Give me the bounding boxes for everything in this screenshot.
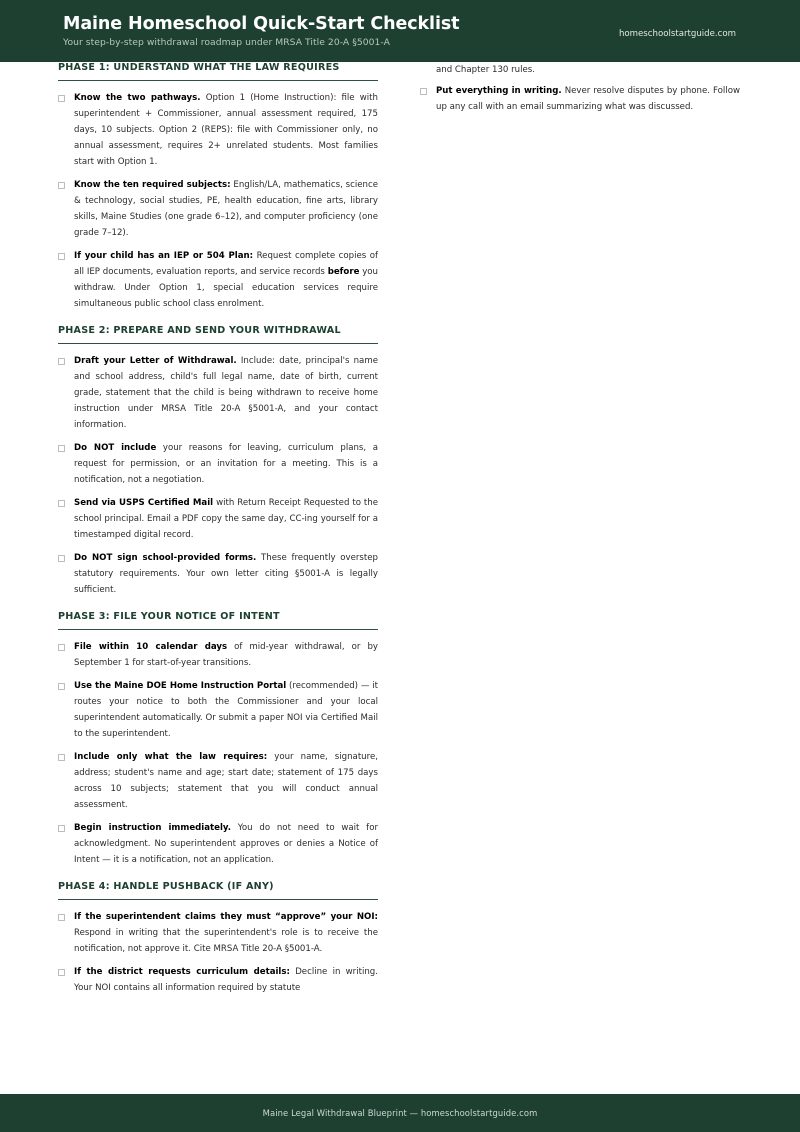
page-header [0, 0, 800, 62]
continued-text: and Chapter 130 rules. [436, 65, 535, 75]
item-lead: Do NOT include [74, 443, 157, 453]
checkbox-icon[interactable] [58, 969, 65, 976]
phase-heading-3: PHASE 3: FILE YOUR NOTICE OF INTENT [58, 611, 280, 622]
item-lead: Use the Maine DOE Home Instruction Portal [74, 681, 287, 691]
phase-rule-3 [58, 629, 378, 630]
item-body: with Return Receipt Requested to the school principal. Email a PDF copy the same day, CC-ing yourself for a timestamped digital record. [74, 498, 379, 540]
phase-heading-4: PHASE 4: HANDLE PUSHBACK (IF ANY) [58, 881, 274, 892]
item-lead: Draft your Letter of Withdrawal. [74, 356, 237, 366]
item-body: of mid-year withdrawal, or by September 1 for start-of-year transitions. [74, 642, 378, 668]
item-lead: File within 10 calendar days [74, 642, 228, 652]
checkbox-icon[interactable] [58, 754, 65, 761]
phase-rule-1 [58, 80, 378, 81]
checkbox-icon[interactable] [58, 358, 65, 365]
item-body: These frequently overstep statutory requirements. Your own letter citing §5001-A is legally sufficient. [74, 553, 379, 595]
header-site-url: homeschoolstartguide.com [618, 29, 736, 39]
checkbox-icon[interactable] [420, 88, 427, 95]
item-lead: If your child has an IEP or 504 Plan: [74, 251, 254, 261]
item-lead: Know the two pathways. [74, 93, 201, 103]
item-body: your name, signature, address; student's name and age; start date; statement of 175 days across 10 subjects; statement that you will conduct annual assessment. [74, 752, 378, 810]
phase-block-2 [58, 325, 378, 598]
item-body: Option 1 (Home Instruction): file with superintendent + Commissioner, annual assessment required, 175 days, 10 subjects. Option 2 (REPS): file with Commissioner only, no annual assessment, requires 2+ unrelated students. Most families start with Option 1. [74, 93, 378, 167]
item-lead: Know the ten required subjects: [74, 180, 231, 190]
item-emphasis: before [327, 267, 360, 277]
page-title: Maine Homeschool Quick-Start Checklist [63, 13, 460, 34]
checklist-item[interactable] [58, 90, 378, 170]
right-column [420, 62, 740, 115]
item-lead: If the district requests curriculum details: [74, 967, 290, 977]
checklist-item[interactable] [58, 820, 378, 868]
phase-heading-1: PHASE 1: UNDERSTAND WHAT THE LAW REQUIRES [58, 62, 340, 73]
checklist-item[interactable] [58, 639, 378, 671]
checklist-item[interactable] [58, 749, 378, 813]
item-lead: Send via USPS Certified Mail [74, 498, 214, 508]
checklist-item[interactable] [58, 353, 378, 433]
page-footer [0, 1094, 800, 1132]
item-lead: If the superintendent claims they must “approve” your NOI: [74, 912, 378, 922]
item-lead: Do NOT sign school-provided forms. [74, 553, 257, 563]
checkbox-icon[interactable] [58, 914, 65, 921]
checkbox-icon[interactable] [58, 500, 65, 507]
checklist-item[interactable] [58, 678, 378, 742]
footer-text: Maine Legal Withdrawal Blueprint — homeschoolstartguide.com [262, 1108, 538, 1118]
item-body-part-b: you withdraw. Under Option 1, special education services require simultaneous public school class enrolment. [74, 267, 378, 309]
checkbox-icon[interactable] [58, 253, 65, 260]
phase-heading-2: PHASE 2: PREPARE AND SEND YOUR WITHDRAWAL [58, 325, 341, 336]
phase-block-4 [58, 881, 378, 996]
item-body: You do not need to wait for acknowledgment. No superintendent approves or denies a Notice of Intent — it is a notification, not an application. [74, 823, 378, 865]
item-body: (recommended) — it routes your notice to both the Commissioner and your local superintendent automatically. Or submit a paper NOI via Certified Mail to the superintendent. [74, 681, 379, 739]
checkbox-icon[interactable] [58, 825, 65, 832]
item-body: Include: date, principal's name and school address, child's full legal name, date of birth, current grade, statement that the child is being withdrawn to receive home instruction under MRSA Title 20-A §5001-A, and your contact information. [74, 356, 378, 430]
checkbox-icon[interactable] [58, 555, 65, 562]
checkbox-icon[interactable] [58, 683, 65, 690]
phase-block-1 [58, 62, 378, 312]
item-body: English/LA, mathematics, science & technology, social studies, PE, health education, fine arts, library skills, Maine Studies (one grade 6–12), and computer proficiency (one grade 7–12). [74, 180, 378, 238]
checklist-item[interactable] [58, 909, 378, 957]
checkbox-icon[interactable] [58, 95, 65, 102]
phase-rule-2 [58, 343, 378, 344]
item-lead: Begin instruction immediately. [74, 823, 232, 833]
checklist-item[interactable] [58, 440, 378, 488]
checklist-item[interactable] [420, 83, 740, 115]
phase-rule-4 [58, 899, 378, 900]
checkbox-icon[interactable] [58, 445, 65, 452]
phase-block-3 [58, 611, 378, 868]
checkbox-icon[interactable] [58, 644, 65, 651]
item-body: Decline in writing. Your NOI contains all information required by statute [74, 967, 378, 993]
checklist-item[interactable] [58, 248, 378, 312]
checklist-item[interactable] [58, 550, 378, 598]
checklist-item[interactable] [58, 177, 378, 241]
item-body: your reasons for leaving, curriculum plans, a request for permission, or an invitation for a meeting. This is a notification, not a negotiation. [74, 443, 378, 485]
checklist-item[interactable] [58, 495, 378, 543]
page-subtitle: Your step-by-step withdrawal roadmap under MRSA Title 20-A §5001-A [63, 36, 390, 48]
checklist-item[interactable] [58, 964, 378, 996]
left-column [58, 62, 378, 1009]
item-body: Never resolve disputes by phone. Follow up any call with an email summarizing what was discussed. [436, 86, 740, 112]
item-body-part-a: Request complete copies of all IEP documents, evaluation reports, and service records [74, 251, 378, 277]
checkbox-icon[interactable] [58, 182, 65, 189]
item-body: Respond in writing that the superintendent's role is to receive the notification, not approve it. Cite MRSA Title 20-A §5001-A. [74, 928, 378, 954]
header-text-group [63, 14, 459, 49]
item-lead: Put everything in writing. [436, 86, 562, 96]
document-body [0, 62, 800, 1094]
item-lead: Include only what the law requires: [74, 752, 268, 762]
